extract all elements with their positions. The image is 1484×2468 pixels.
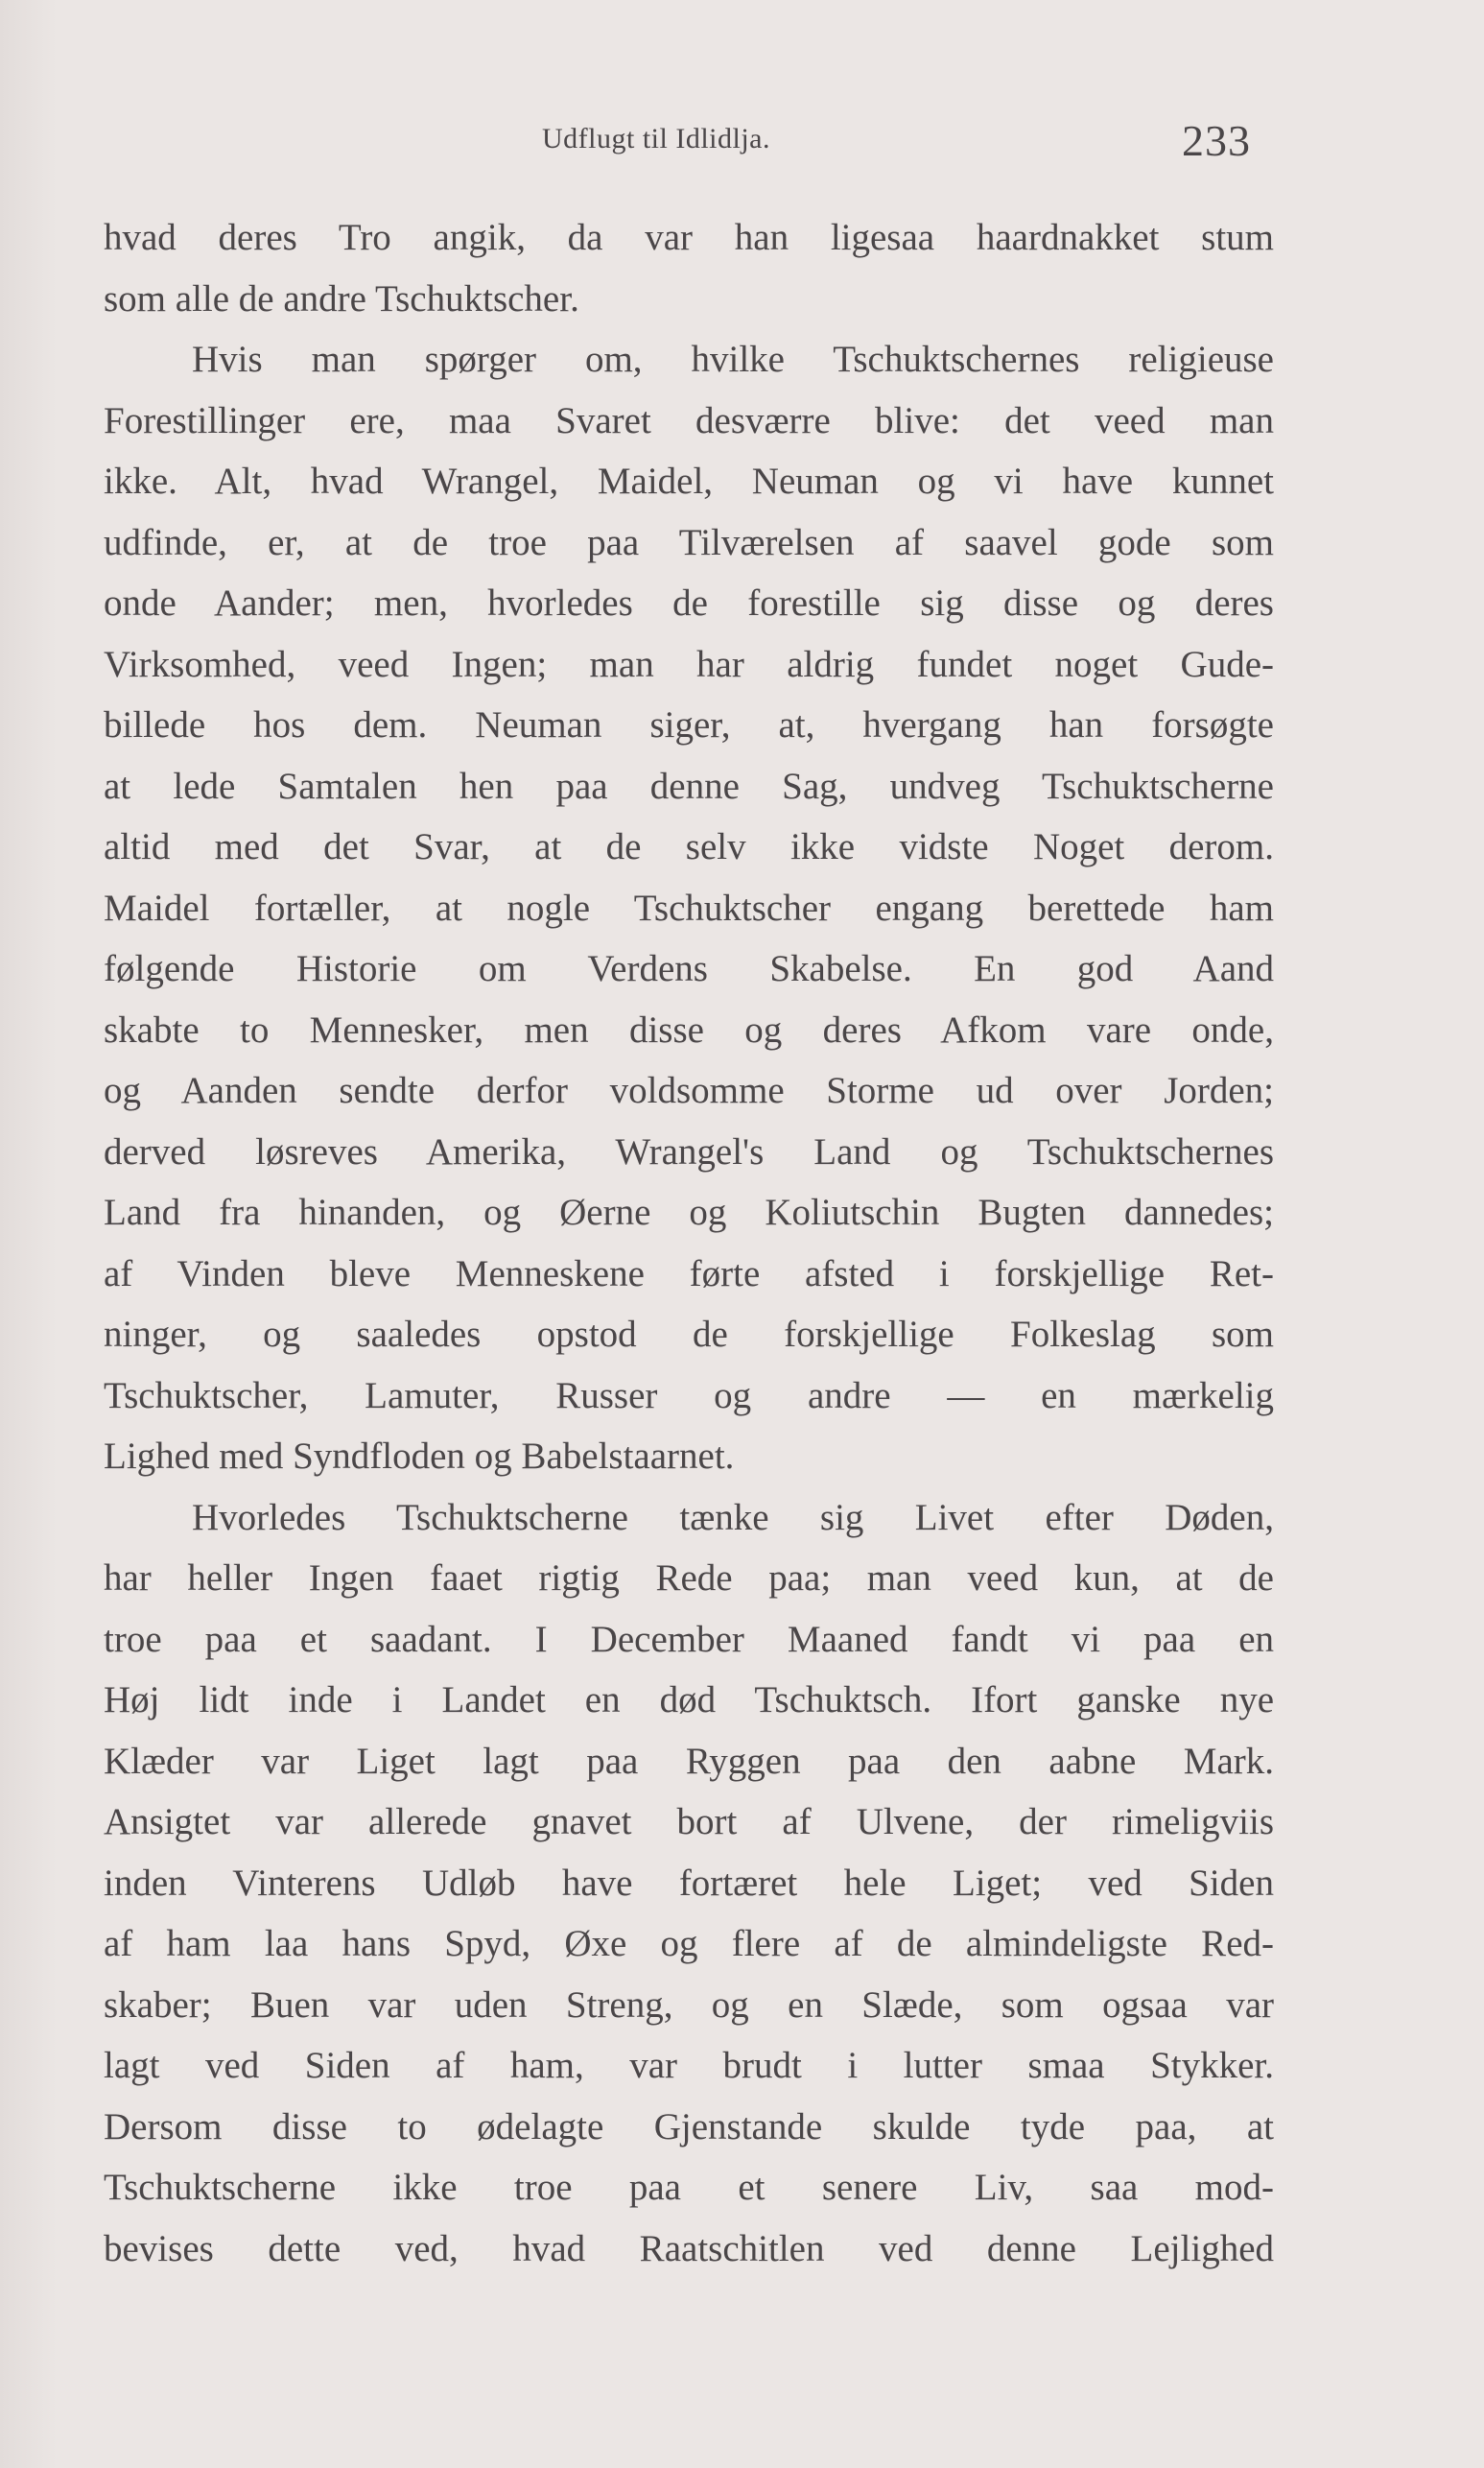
text-line: onde Aander; men, hvorledes de forestille sig disse og deres bbox=[104, 582, 1274, 624]
text-line: Tschuktscher, Lamuter, Russer og andre — en mærkelig bbox=[104, 1374, 1274, 1416]
text-line: altid med det Svar, at de selv ikke vidste Noget derom. bbox=[104, 826, 1274, 867]
text-line: ninger, og saaledes opstod de forskjellige Folkeslag som bbox=[104, 1314, 1274, 1355]
text-line: at lede Samtalen hen paa denne Sag, undveg Tschuktscherne bbox=[104, 765, 1274, 807]
text-line: lagt ved Siden af ham, var brudt i lutter smaa Stykker. bbox=[104, 2045, 1274, 2086]
text-line: Maidel fortæller, at nogle Tschuktscher engang berettede ham bbox=[104, 887, 1274, 929]
text-line: Forestillinger ere, maa Svaret desværre blive: det veed man bbox=[104, 399, 1274, 441]
page-edge-shade bbox=[0, 0, 58, 2468]
text-line: inden Vinterens Udløb have fortæret hele Liget; ved Siden bbox=[104, 1862, 1274, 1904]
text-line: udfinde, er, at de troe paa Tilværelsen af saavel gode som bbox=[104, 521, 1274, 563]
text-line: Virksomhed, veed Ingen; man har aldrig fundet noget Gude- bbox=[104, 643, 1274, 685]
text-line: ikke. Alt, hvad Wrangel, Maidel, Neuman og vi have kunnet bbox=[104, 461, 1274, 502]
text-line: følgende Historie om Verdens Skabelse. En god Aand bbox=[104, 948, 1274, 989]
body-text bbox=[104, 207, 1274, 2279]
page-number: 233 bbox=[1182, 116, 1251, 165]
text-line: af Vinden bleve Menneskene førte afsted i forskjellige Ret- bbox=[104, 1252, 1274, 1294]
text-line: har heller Ingen faaet rigtig Rede paa; man veed kun, at de bbox=[104, 1557, 1274, 1599]
text-line: Hvis man spørger om, hvilke Tschuktschernes religieuse bbox=[192, 339, 1274, 380]
text-line: af ham laa hans Spyd, Øxe og flere af de almindeligste Red- bbox=[104, 1923, 1274, 1964]
text-line: skabte to Mennesker, men disse og deres Afkom vare onde, bbox=[104, 1009, 1274, 1051]
text-line: Dersom disse to ødelagte Gjenstande skulde tyde paa, at bbox=[104, 2105, 1274, 2148]
running-title: Udflugt til Idlidlja. bbox=[542, 123, 770, 154]
text-line: troe paa et saadant. I December Maaned fandt vi paa en bbox=[104, 1618, 1274, 1660]
text-line: skaber; Buen var uden Streng, og en Slæde, som ogsaa var bbox=[104, 1983, 1274, 2026]
text-line: derved løsreves Amerika, Wrangel's Land og Tschuktschernes bbox=[104, 1130, 1274, 1173]
text-line: som alle de andre Tschuktscher. bbox=[104, 277, 579, 320]
text-line: Land fra hinanden, og Øerne og Koliutschin Bugten dannedes; bbox=[104, 1192, 1274, 1233]
running-head bbox=[0, 113, 1484, 171]
text-line: Høj lidt inde i Landet en død Tschuktsch. Ifort ganske nye bbox=[104, 1679, 1274, 1720]
text-line: hvad deres Tro angik, da var han ligesaa haardnakket stum bbox=[104, 217, 1274, 258]
text-line: Lighed med Syndfloden og Babelstaarnet. bbox=[104, 1436, 735, 1477]
text-line: Tschuktscherne ikke troe paa et senere Liv, saa mod- bbox=[104, 2167, 1274, 2208]
text-line: og Aanden sendte derfor voldsomme Storme ud over Jorden; bbox=[104, 1070, 1274, 1111]
text-line: billede hos dem. Neuman siger, at, hvergang han forsøgte bbox=[104, 704, 1274, 746]
text-line: Ansigtet var allerede gnavet bort af Ulvene, der rimeligviis bbox=[104, 1801, 1274, 1842]
text-line: Hvorledes Tschuktscherne tænke sig Livet efter Døden, bbox=[192, 1496, 1274, 1538]
text-line: Klæder var Liget lagt paa Ryggen paa den aabne Mark. bbox=[104, 1740, 1274, 1782]
text-line: bevises dette ved, hvad Raatschitlen ved denne Lejlighed bbox=[104, 2227, 1274, 2269]
